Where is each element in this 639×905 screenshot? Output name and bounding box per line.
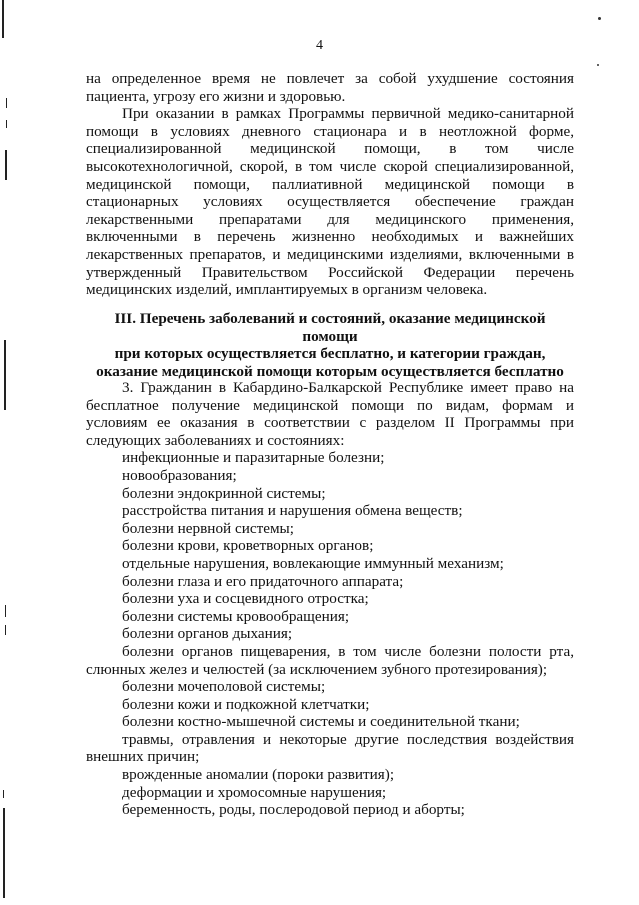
section-heading-line-1: III. Перечень заболеваний и состояний, оказание медицинской помощи	[114, 310, 546, 345]
section-heading-line-2: при которых осуществляется бесплатно, и категории граждан,	[114, 345, 546, 363]
scan-speck	[597, 64, 599, 66]
list-item: болезни органов пищеварения, в том числе болезни полости рта, слюнных желез и челюстей (за исключением зубного протезирования);	[86, 642, 574, 678]
list-item: новообразования;	[122, 466, 237, 484]
scan-mark	[4, 340, 6, 410]
list-item: беременность, роды, послеродовой период и аборты;	[122, 801, 465, 819]
scan-mark	[5, 150, 7, 180]
body-text-top	[86, 70, 574, 299]
list-item: болезни органов дыхания;	[122, 625, 293, 643]
list-item: болезни кожи и подкожной клетчатки;	[122, 695, 370, 713]
section-heading-line-3: оказание медицинской помощи которым осуществляется бесплатно	[96, 362, 564, 380]
list-item: болезни крови, кроветворных органов;	[122, 537, 374, 555]
list-item: травмы, отравления и некоторые другие последствия воздействия внешних причин;	[86, 730, 574, 766]
disease-list	[86, 449, 574, 818]
paragraph-intro: 3. Гражданин в Кабардино-Балкарской Республике имеет право на бесплатное получение медицинской помощи по видам, формам и условиям ее оказания в соответствии с разделом II Программы при следующих заболеваниях и состояниях:	[86, 379, 574, 449]
list-item: болезни костно-мышечной системы и соединительной ткани;	[122, 713, 520, 731]
paragraph-main: При оказании в рамках Программы первичной медико-санитарной помощи в условиях дневного стационара и в неотложной форме, специализированной медицинской помощи, в том числе высокотехнологичной, скорой, в том числе скорой специализированной, медицинской помощи, паллиативной медицинской помощи в стационарных условиях осуществляется обеспечение граждан лекарственными препаратами для медицинского применения, включенными в перечень жизненно необходимых и важнейших лекарственных препаратов, и медицинскими изделиями, включенными в утвержденный Правительством Российской Федерации перечень медицинских изделий, имплантируемых в организм человека.	[86, 105, 574, 299]
scan-mark	[6, 98, 7, 108]
scan-mark	[6, 120, 7, 128]
list-item: болезни глаза и его придаточного аппарата;	[122, 572, 404, 590]
paragraph-continuation: на определенное время не повлечет за собой ухудшение состояния пациента, угрозу его жизни и здоровью.	[86, 70, 574, 105]
list-item: врожденные аномалии (пороки развития);	[122, 766, 395, 784]
scan-mark	[5, 625, 6, 635]
scan-mark	[2, 0, 4, 38]
list-item: болезни уха и сосцевидного отростка;	[122, 590, 369, 608]
list-item: отдельные нарушения, вовлекающие иммунный механизм;	[122, 554, 504, 572]
list-item: деформации и хромосомные нарушения;	[122, 783, 387, 801]
scan-mark	[3, 808, 5, 898]
list-item: болезни системы кровообращения;	[122, 607, 350, 625]
list-item: расстройства питания и нарушения обмена веществ;	[122, 502, 463, 520]
scan-mark	[5, 605, 6, 617]
scan-speck	[598, 17, 601, 20]
scan-mark	[3, 790, 4, 798]
page-number: 4	[316, 38, 323, 53]
list-item: болезни нервной системы;	[122, 519, 294, 537]
list-item: инфекционные и паразитарные болезни;	[122, 449, 385, 467]
section-heading	[86, 310, 574, 380]
list-item: болезни мочеполовой системы;	[122, 678, 326, 696]
list-item: болезни эндокринной системы;	[122, 484, 326, 502]
body-text-bottom	[86, 379, 574, 819]
